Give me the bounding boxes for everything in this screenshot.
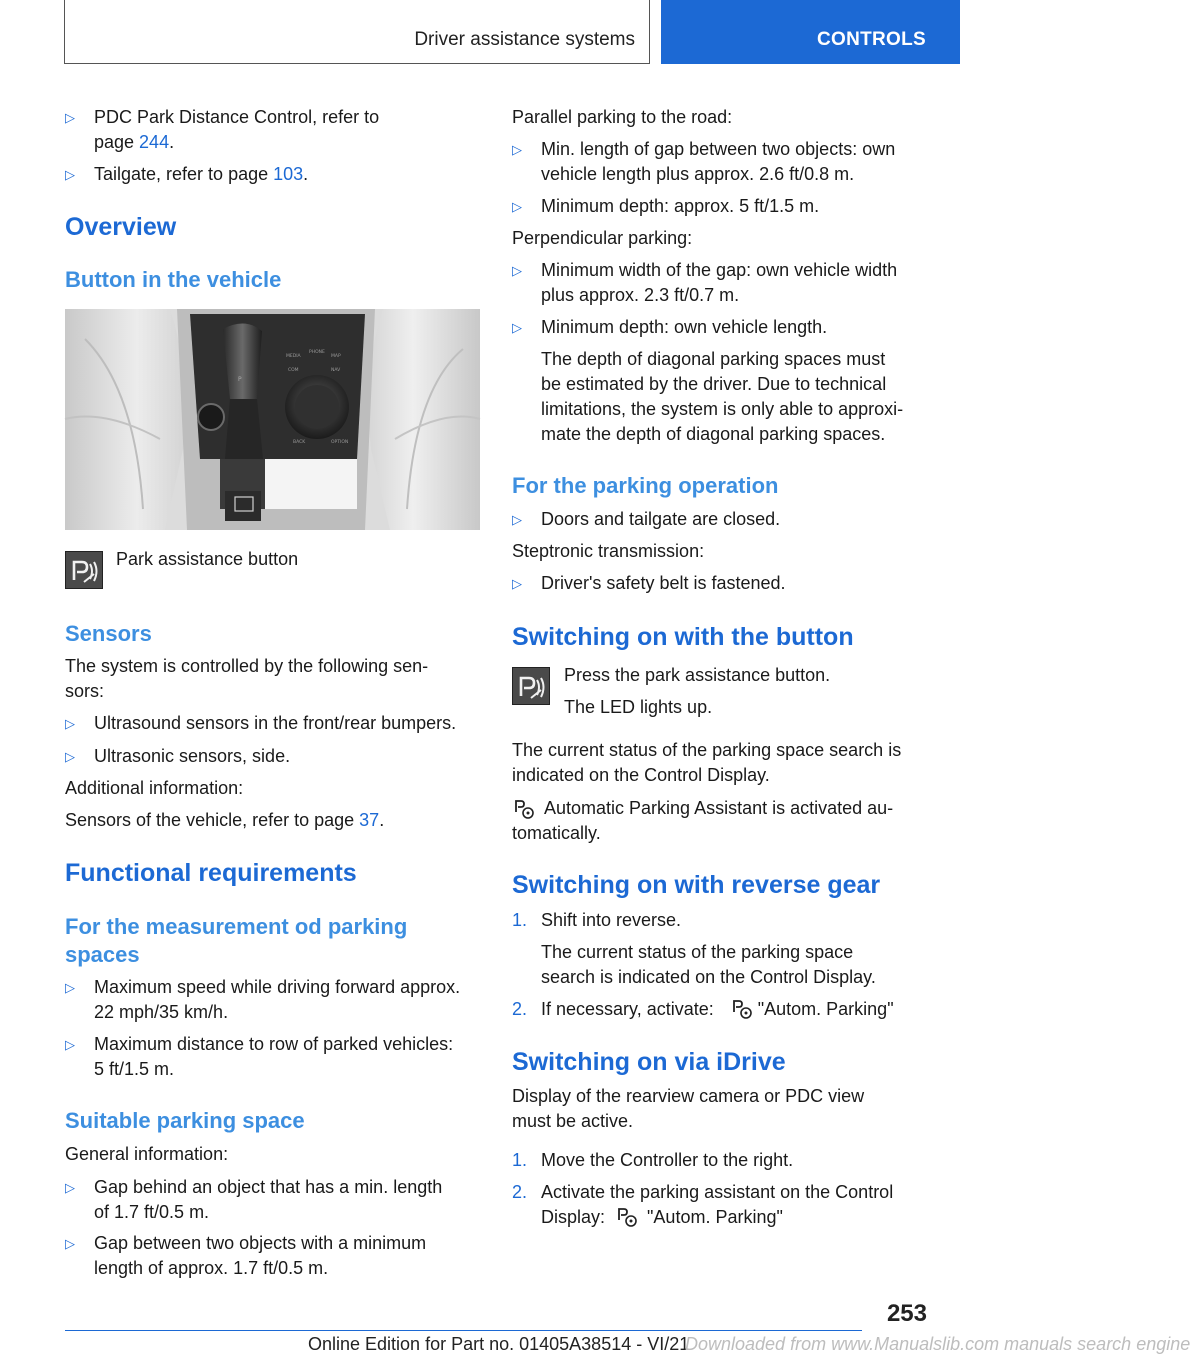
header-section-title: Driver assistance systems xyxy=(414,29,635,50)
paragraph-line: The depth of diagonal parking spaces must xyxy=(541,349,886,369)
paragraph-line: search is indicated on the Control Display. xyxy=(541,967,876,987)
svg-text:NAV: NAV xyxy=(331,368,341,373)
svg-text:COM: COM xyxy=(288,368,299,373)
heading-suitable-parking-space: Suitable parking space xyxy=(65,1108,305,1133)
list-item xyxy=(65,1032,485,1082)
list-item-text: Display: xyxy=(541,1207,606,1227)
list-item-text: length of approx. 1.7 ft/0.5 m. xyxy=(94,1258,329,1278)
list-item xyxy=(512,571,930,596)
list-item-text: Tailgate, refer to page 103. xyxy=(94,164,309,184)
svg-text:BACK: BACK xyxy=(293,440,306,445)
list-item xyxy=(65,1175,485,1225)
list-item xyxy=(65,1231,485,1281)
svg-text:MEDIA: MEDIA xyxy=(286,354,301,359)
status-paragraph xyxy=(512,738,930,788)
list-item-text: Ultrasound sensors in the front/rear bumpers. xyxy=(94,713,457,733)
paragraph-line: mate the depth of diagonal parking spaces. xyxy=(541,424,886,444)
bullet-triangle-icon: ▷ xyxy=(512,512,522,527)
list-item-text: Move the Controller to the right. xyxy=(541,1150,794,1170)
reference-text: Sensors of the vehicle, refer to page xyxy=(65,810,360,830)
list-item-text: vehicle length plus approx. 2.6 ft/0.8 m. xyxy=(541,164,855,184)
list-item-text: Maximum speed while driving forward approx. xyxy=(94,977,461,997)
bullet-triangle-icon: ▷ xyxy=(512,199,522,214)
list-item-text: Gap between two objects with a minimum xyxy=(94,1233,427,1253)
led-lights-up: The LED lights up. xyxy=(564,697,713,717)
list-item xyxy=(512,258,930,308)
paragraph-text: Automatic Parking Assistant is activated au‐ xyxy=(544,798,894,818)
heading-switch-on-reverse: Switching on with reverse gear xyxy=(512,871,881,899)
auto-parking-symbol-icon xyxy=(616,1206,638,1228)
bullet-triangle-icon: ▷ xyxy=(512,576,522,591)
svg-text:PHONE: PHONE xyxy=(309,350,325,355)
list-item-text xyxy=(541,1205,930,1230)
paragraph-line: The current status of the parking space search is xyxy=(512,740,902,760)
heading-switch-on-button: Switching on with the button xyxy=(512,623,854,651)
list-item-text: Minimum depth: approx. 5 ft/1.5 m. xyxy=(541,196,820,216)
bullet-triangle-icon: ▷ xyxy=(65,167,75,182)
list-item xyxy=(65,711,485,736)
bullet-triangle-icon: ▷ xyxy=(65,110,75,125)
list-item-text: Minimum width of the gap: own vehicle width xyxy=(541,260,898,280)
list-item-text: Minimum depth: own vehicle length. xyxy=(541,317,828,337)
list-item xyxy=(65,975,485,1025)
heading-parking-operation: For the parking operation xyxy=(512,473,779,498)
heading-line: For the measurement od parking xyxy=(65,914,408,939)
sensors-reference: Sensors of the vehicle, refer to page 37. xyxy=(65,810,385,830)
diagonal-parking-note xyxy=(541,347,931,447)
list-item-text: Shift into reverse. xyxy=(541,910,682,930)
steptronic-label: Steptronic transmission: xyxy=(512,541,705,561)
park-assist-button-icon xyxy=(512,667,550,705)
auto-parking-symbol-icon xyxy=(731,998,753,1020)
numbered-item xyxy=(512,997,930,1022)
heading-functional-requirements: Functional requirements xyxy=(65,859,357,887)
bullet-triangle-icon: ▷ xyxy=(65,716,75,731)
step-number: 1. xyxy=(512,1150,528,1170)
bullet-triangle-icon: ▷ xyxy=(512,320,522,335)
svg-text:MAP: MAP xyxy=(331,354,341,359)
bullet-triangle-icon: ▷ xyxy=(65,980,75,995)
park-assist-caption: Park assistance button xyxy=(116,549,299,569)
list-item-text: Min. length of gap between two objects: own xyxy=(541,139,896,159)
list-item xyxy=(512,315,930,340)
paragraph-line: indicated on the Control Display. xyxy=(512,765,770,785)
bullet-triangle-icon: ▷ xyxy=(65,1180,75,1195)
perpendicular-parking-label: Perpendicular parking: xyxy=(512,228,693,248)
paragraph-line: The current status of the parking space xyxy=(541,942,854,962)
paragraph-line: The system is controlled by the following sen‐ xyxy=(65,656,429,676)
center-console-image xyxy=(65,309,480,530)
list-item-text: 22 mph/35 km/h. xyxy=(94,1002,229,1022)
page-link-103[interactable]: 103 xyxy=(273,164,304,184)
list-item-text: Gap behind an object that has a min. length xyxy=(94,1177,443,1197)
idrive-paragraph xyxy=(512,1084,930,1134)
auto-parking-symbol-icon xyxy=(513,798,535,820)
paragraph-line xyxy=(512,796,930,821)
press-button-step: Press the park assistance button. xyxy=(564,665,831,685)
list-item-text: Activate the parking assistant on the Control xyxy=(541,1182,894,1202)
paragraph-line: limitations, the system is only able to approxi‐ xyxy=(541,399,904,419)
svg-text:OPTION: OPTION xyxy=(331,440,349,445)
parallel-parking-label: Parallel parking to the road: xyxy=(512,107,733,127)
heading-line: spaces xyxy=(65,942,140,967)
numbered-item xyxy=(512,908,930,933)
page-link-37[interactable]: 37 xyxy=(359,810,380,830)
list-item-text: If necessary, activate: xyxy=(541,999,714,1019)
header-chapter-tab xyxy=(661,0,960,64)
additional-info-label: Additional information: xyxy=(65,778,244,798)
bullet-triangle-icon: ▷ xyxy=(512,263,522,278)
list-item xyxy=(65,162,485,187)
list-item-text: 5 ft/1.5 m. xyxy=(94,1059,175,1079)
header-chapter-title: CONTROLS xyxy=(816,29,926,50)
list-item-text: "Autom. Parking" xyxy=(757,999,894,1019)
footer-watermark: Downloaded from www.Manualslib.com manuals search engine xyxy=(685,1334,1190,1354)
step-number: 2. xyxy=(512,1182,528,1202)
numbered-item xyxy=(512,1180,930,1230)
list-item-text: Doors and tailgate are closed. xyxy=(541,509,781,529)
heading-overview: Overview xyxy=(65,213,177,241)
paragraph-line: Display of the rearview camera or PDC view xyxy=(512,1086,865,1106)
general-info-label: General information: xyxy=(65,1144,229,1164)
list-item-text: Driver's safety belt is fastened. xyxy=(541,573,786,593)
park-assist-button-icon xyxy=(65,551,103,589)
list-item-text: page xyxy=(94,132,140,152)
heading-measurement xyxy=(65,913,485,969)
heading-switch-on-idrive: Switching on via iDrive xyxy=(512,1048,786,1076)
list-item-text: "Autom. Parking" xyxy=(647,1207,783,1227)
heading-sensors: Sensors xyxy=(65,621,152,646)
list-item-text: PDC Park Distance Control, refer to xyxy=(94,107,380,127)
sensors-paragraph xyxy=(65,654,485,704)
list-item-text: Tailgate, refer to page xyxy=(94,164,274,184)
center-console-photo xyxy=(65,309,480,530)
footer-edition: Online Edition for Part no. 01405A38514 - VI/21 xyxy=(308,1334,690,1354)
paragraph-line: must be active. xyxy=(512,1111,634,1131)
page-link-244[interactable]: 244 xyxy=(139,132,170,152)
numbered-item xyxy=(512,1148,930,1173)
svg-text:P: P xyxy=(238,376,242,383)
list-item-text: Ultrasonic sensors, side. xyxy=(94,746,291,766)
bullet-triangle-icon: ▷ xyxy=(65,749,75,764)
list-item xyxy=(65,105,485,155)
list-item xyxy=(65,744,485,769)
paragraph-line: be estimated by the driver. Due to technical xyxy=(541,374,887,394)
bullet-triangle-icon: ▷ xyxy=(65,1236,75,1251)
list-item-text: of 1.7 ft/0.5 m. xyxy=(94,1202,210,1222)
list-item-text: page 244. xyxy=(94,132,175,152)
list-item xyxy=(512,137,930,187)
list-item xyxy=(512,507,930,532)
list-item-text: plus approx. 2.3 ft/0.7 m. xyxy=(541,285,740,305)
paragraph-line: sors: xyxy=(65,681,105,701)
heading-button-in-vehicle: Button in the vehicle xyxy=(65,267,282,292)
page-number: 253 xyxy=(886,1300,927,1327)
step-number: 1. xyxy=(512,910,528,930)
step-number: 2. xyxy=(512,999,528,1019)
reverse-status-note xyxy=(541,940,931,990)
paragraph-line: tomatically. xyxy=(512,823,601,843)
list-item xyxy=(512,194,930,219)
bullet-triangle-icon: ▷ xyxy=(65,1037,75,1052)
bullet-triangle-icon: ▷ xyxy=(512,142,522,157)
auto-parking-paragraph xyxy=(512,796,930,846)
footer-divider xyxy=(65,1330,862,1331)
list-item-text: Maximum distance to row of parked vehicles: xyxy=(94,1034,454,1054)
header-section-box xyxy=(64,0,650,64)
